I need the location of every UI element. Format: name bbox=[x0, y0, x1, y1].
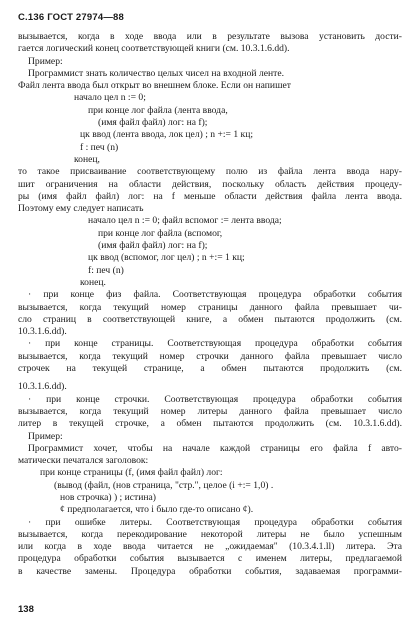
text-line: ры (имя файл файл) лог: на f меньше области действия файла лента ввода. bbox=[18, 190, 402, 202]
text-line: то такое присваивание соответствующему полю из файла лента ввода нару- bbox=[18, 166, 402, 178]
code-line: ¢ предполагается, что i было где-то описано ¢). bbox=[60, 504, 254, 516]
text-line: сло страниц в соответствующей книге, а обмен пытаются продолжить (см. bbox=[18, 313, 402, 325]
text-line: вызывается, когда текущий номер литеры данного файла превышает число bbox=[18, 405, 402, 417]
text-line: или когда в ходе ввода читается не „ожидаемая" (10.3.4.1.ll) литера. Эта bbox=[18, 541, 402, 553]
text-line: Пример: bbox=[28, 55, 63, 67]
text-line: литер в текущей строчке, а обмен пытаются продолжить (см. 10.3.1.6.dd). bbox=[18, 418, 402, 430]
text-line: 10.3.1.6.dd). bbox=[18, 381, 67, 393]
code-line: цк ввод (вспомог, лог цел) ; n +:= 1 кц; bbox=[88, 252, 245, 264]
text-line: процедура обработки события вызывается с именем литеры, предлагаемой bbox=[18, 553, 402, 565]
code-line: при конце лог файла (лента ввода, bbox=[88, 104, 228, 116]
code-line: нов строчка) ) ; истина) bbox=[60, 491, 156, 503]
text-line: · при ошибке литеры. Соответствующая процедура обработки события bbox=[28, 516, 402, 528]
text-line: · при конце физ файла. Соответствующая процедура обработки события bbox=[28, 289, 402, 301]
text-line: Пример: bbox=[28, 430, 63, 442]
text-line: строчек на текущей странице, а обмен пытаются продолжить (см. bbox=[18, 363, 402, 375]
text-line: · при конце строчки. Соответствующая процедура обработки события bbox=[28, 393, 402, 405]
page-header: С.136 ГОСТ 27974—88 bbox=[18, 12, 124, 23]
code-line: начало цел n := 0; bbox=[74, 92, 146, 104]
text-line: Программист хочет, чтобы на начале каждой страницы его файла f авто- bbox=[28, 442, 402, 454]
text-line: вызывается, когда текущий номер строчки данного файла превышает число bbox=[18, 350, 402, 362]
code-line: f : печ (n) bbox=[80, 141, 119, 153]
text-line: матически печатался заголовок: bbox=[18, 455, 149, 467]
code-line: цк ввод (лента ввода, лок цел) ; n +:= 1 кц; bbox=[80, 129, 253, 141]
code-line: (имя файл файл) лог: на f); bbox=[98, 240, 208, 252]
text-line: гается логический конец соответствующей книги (см. 10.3.1.6.dd). bbox=[18, 43, 290, 55]
code-line: конец, bbox=[74, 153, 100, 165]
text-line: Программист знать количество целых чисел на входной ленте. bbox=[28, 67, 284, 79]
text-line: вызывается, когда перекодирование некоторой литеры не было успешным bbox=[18, 528, 402, 540]
text-line: Файл лента ввода был открыт во внешнем блоке. Если он напишет bbox=[18, 80, 291, 92]
code-line: конец. bbox=[80, 276, 106, 288]
text-line: шит ограничения на области действия, поскольку область действия процеду- bbox=[18, 178, 402, 190]
code-line: при конце страницы (f, (имя файл файл) лог: bbox=[40, 467, 223, 479]
text-line: в качестве замены. Процедура обработки события, задаваемая программи- bbox=[18, 565, 402, 577]
text-line: вызывается, когда в ходе ввода или в результате вызова установить дости- bbox=[18, 31, 402, 42]
code-line: при конце лог файла (вспомог, bbox=[98, 227, 223, 239]
text-line: Поэтому ему следует написать bbox=[18, 203, 144, 215]
code-line: начало цел n := 0; файл вспомог := лента ввода; bbox=[88, 215, 282, 227]
code-line: (имя файл файл) лог: на f); bbox=[98, 117, 208, 129]
code-line: f: печ (n) bbox=[88, 264, 124, 276]
text-line: 10.3.1.6.dd). bbox=[18, 326, 67, 338]
page-body bbox=[18, 31, 402, 578]
page-number: 138 bbox=[18, 604, 34, 615]
code-line: (вывод (файл, (нов страница, "стр.", целое (i +:= 1,0) . bbox=[54, 479, 274, 491]
text-line: · при конце страницы. Соответствующая процедура обработки события bbox=[28, 338, 402, 350]
text-line: вызывается, когда текущий номер страницы данного файла превышает чи- bbox=[18, 301, 402, 313]
